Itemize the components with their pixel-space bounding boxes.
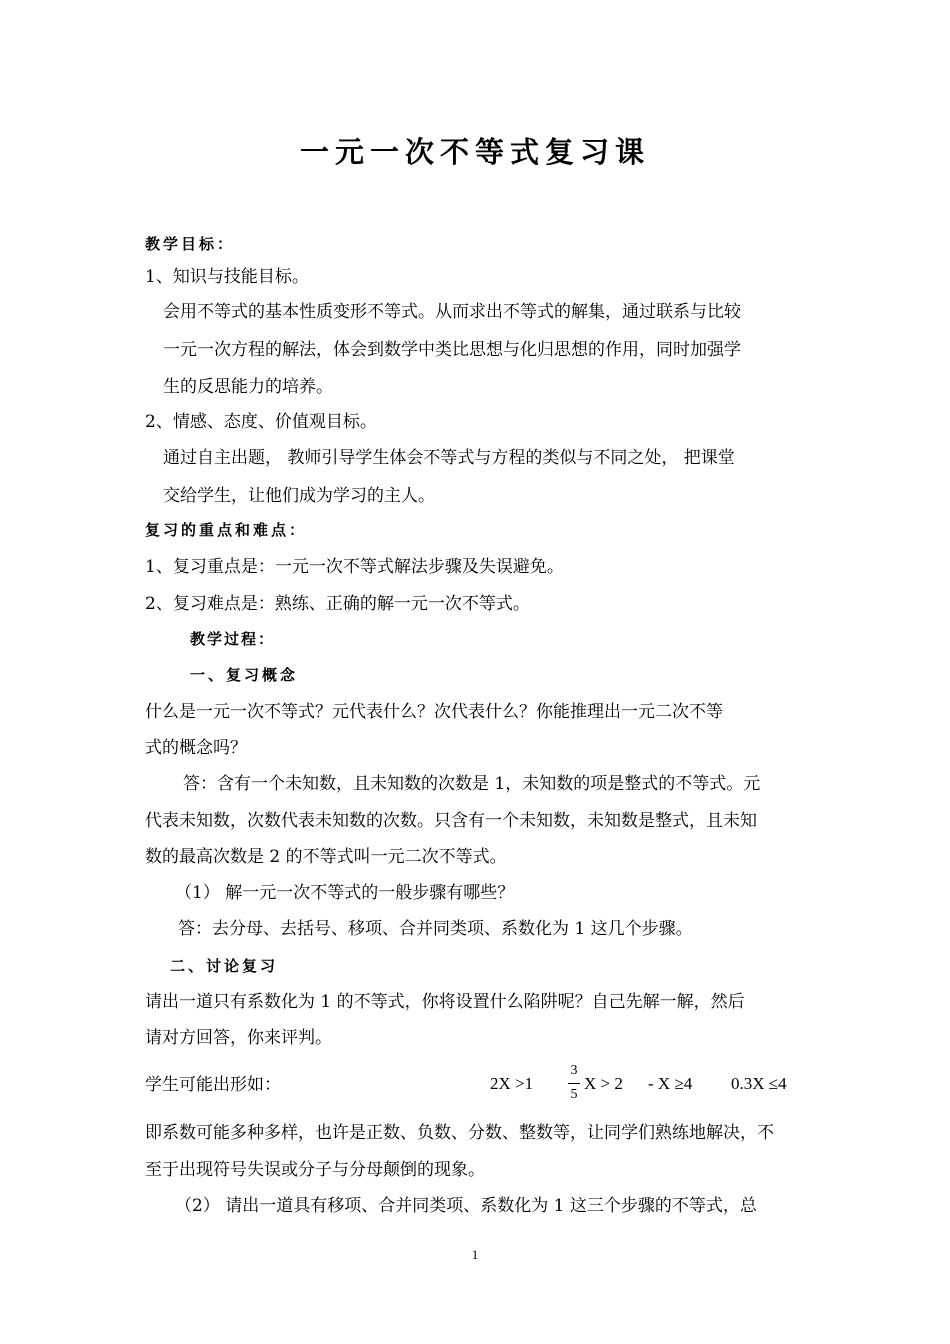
objectives-heading: 教学目标： — [145, 235, 236, 253]
objective-1-line: 会用不等式的基本性质变形不等式。从而求出不等式的解集，通过联系与比较 — [163, 302, 741, 322]
concept-answer-line: 代表未知数，次数代表未知数的次数。只含有一个未知数，未知数是整式，且未知 — [145, 811, 757, 831]
discussion-line: 请对方回答，你来评判。 — [145, 1028, 332, 1048]
question-1: （1） 解一元一次不等式的一般步骤有哪些？ — [175, 883, 515, 903]
objective-1-line: 一元一次方程的解法，体会到数学中类比思想与化归思想的作用，同时加强学 — [163, 340, 741, 360]
example-inequality-1: 2X >1 — [490, 1074, 534, 1093]
key-points-heading: 复习的重点和难点： — [145, 521, 308, 539]
example-inequality-4: 0.3X ≤4 — [731, 1074, 787, 1093]
question-2: （2） 请出一道具有移项、合并同类项、系数化为 1 这三个步骤的不等式，总 — [175, 1196, 757, 1216]
coefficient-note-line: 即系数可能多种多样，也许是正数、负数、分数、整数等，让同学们熟练地解决，不 — [145, 1123, 774, 1143]
key-point-1: 1、复习重点是：一元一次不等式解法步骤及失误避免。 — [145, 557, 564, 577]
objective-2-title: 2、情感、态度、价值观目标。 — [145, 412, 377, 432]
fraction-denominator: 5 — [570, 1087, 578, 1102]
objective-2-line: 通过自主出题， 教师引导学生体会不等式与方程的类似与不同之处， 把课堂 — [163, 448, 735, 468]
section-2-heading: 二、讨论复习 — [170, 957, 279, 975]
fraction-bar — [568, 1083, 580, 1084]
concept-answer-line: 答：含有一个未知数，且未知数的次数是 1，未知数的项是整式的不等式。元 — [183, 774, 761, 794]
example-inequality-3: - X ≥4 — [648, 1074, 693, 1093]
key-point-2: 2、复习难点是：熟练、正确的解一元一次不等式。 — [145, 594, 530, 614]
coefficient-note-line: 至于出现符号失误或分子与分母颠倒的现象。 — [145, 1160, 485, 1180]
objective-1-line: 生的反思能力的培养。 — [163, 377, 333, 397]
concept-answer-line: 数的最高次数是 2 的不等式叫一元二次不等式。 — [145, 847, 507, 867]
concept-question-line: 什么是一元一次不等式？元代表什么？次代表什么？你能推理出一元二次不等 — [145, 702, 723, 722]
objective-1-title: 1、知识与技能目标。 — [145, 267, 309, 287]
discussion-line: 请出一道只有系数化为 1 的不等式，你将设置什么陷阱呢？自己先解一解，然后 — [145, 992, 745, 1012]
document-title: 一元一次不等式复习课 — [299, 135, 650, 169]
objective-2-line: 交给学生，让他们成为学习的主人。 — [163, 486, 435, 506]
examples-label: 学生可能出形如： — [145, 1075, 281, 1095]
concept-question-line: 式的概念吗？ — [145, 738, 247, 758]
process-heading: 教学过程： — [190, 630, 276, 648]
answer-1: 答：去分母、去括号、移项、合并同类项、系数化为 1 这几个步骤。 — [178, 919, 693, 939]
fraction-numerator: 3 — [570, 1063, 578, 1078]
page-number: 1 — [471, 1247, 479, 1262]
section-1-heading: 一、复习概念 — [190, 666, 299, 684]
example-inequality-2: X > 2 — [584, 1074, 623, 1093]
